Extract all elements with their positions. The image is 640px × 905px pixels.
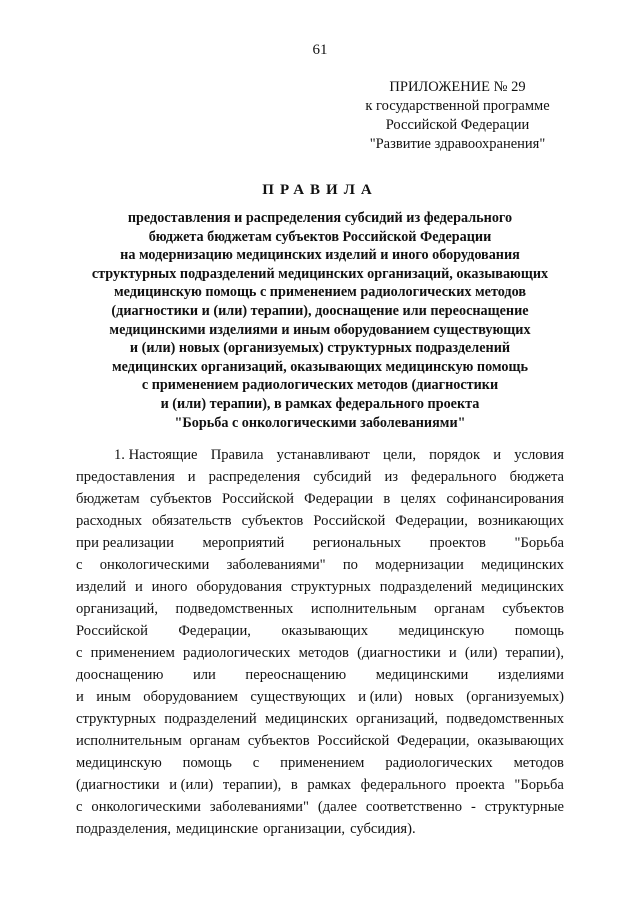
paragraph-word: методов	[513, 755, 564, 771]
paragraph-word: и	[134, 579, 143, 595]
paragraph-line	[76, 642, 564, 664]
paragraph-word: структурных	[76, 711, 157, 727]
paragraph-word: методов	[298, 645, 349, 661]
paragraph-word: оказывающих	[477, 733, 564, 749]
paragraph-word: организации,	[263, 821, 346, 837]
paragraph-word: дооснащению	[76, 667, 164, 683]
paragraph-word: медицинскую	[398, 623, 485, 639]
paragraph-word: "Борьба	[514, 777, 564, 793]
paragraph-word: субсидий	[313, 469, 372, 485]
subtitle-line: медицинскими изделиями и иным оборудованием существующих	[109, 321, 531, 338]
paragraph-word: субсидия).	[350, 821, 416, 837]
paragraph-line	[76, 554, 564, 576]
paragraph-word: (диагностики	[357, 645, 441, 661]
paragraph-word: подведомственных	[446, 711, 564, 727]
paragraph-word: субъектов	[247, 733, 310, 749]
document-subtitle	[60, 209, 580, 432]
paragraph-word: изделий	[76, 579, 127, 595]
paragraph-line	[76, 796, 564, 818]
paragraph-word: изделиями	[497, 667, 564, 683]
paragraph-word: онкологическими	[91, 799, 201, 815]
paragraph-word: распределения	[208, 469, 301, 485]
paragraph-word: Российской	[317, 733, 390, 749]
paragraph-word: проектов	[429, 535, 486, 551]
paragraph-line	[76, 532, 564, 554]
paragraph-word: медицинскими	[375, 667, 469, 683]
paragraph-word: терапии),	[222, 777, 282, 793]
paragraph-line	[76, 510, 564, 532]
appendix-line: "Развитие здравоохранения"	[369, 136, 546, 152]
subtitle-line: структурных подразделений медицинских организаций, оказывающих	[91, 265, 549, 282]
paragraph-word: и	[187, 469, 196, 485]
paragraph-line	[76, 444, 564, 466]
paragraph-word: модернизации	[375, 557, 464, 573]
paragraph-word: с	[76, 799, 83, 815]
paragraph-word: терапии),	[505, 645, 564, 661]
subtitle-line: медицинскую помощь с применением радиологических методов	[113, 284, 527, 301]
paragraph-word: иного	[151, 579, 188, 595]
paragraph-word: (или)	[464, 645, 498, 661]
appendix-line: Российской Федерации	[385, 117, 530, 133]
paragraph-word: медицинскую	[76, 755, 162, 771]
paragraph-word: соответственно	[365, 799, 463, 815]
paragraph-1	[76, 444, 564, 840]
paragraph-line	[76, 488, 564, 510]
paragraph-word: заболеваниями"	[209, 799, 309, 815]
subtitle-line: и (или) новых (организуемых) структурных подразделений	[129, 340, 511, 357]
paragraph-word: радиологических	[183, 645, 291, 661]
paragraph-word: Федерации	[304, 491, 374, 507]
paragraph-word: из	[384, 469, 399, 485]
paragraph-line	[76, 686, 564, 708]
subtitle-line: на модернизацию медицинских изделий и иного оборудования	[120, 247, 520, 264]
paragraph-word: онкологическими	[99, 557, 210, 573]
paragraph-word: медицинских	[481, 579, 564, 595]
paragraph-word: заболеваниями"	[226, 557, 326, 573]
subtitle-line: "Борьба с онкологическими заболеваниями"	[174, 414, 466, 431]
paragraph-word: (диагностики	[76, 777, 160, 793]
paragraph-word: подведомственных	[175, 601, 294, 617]
paragraph-word: иным	[96, 689, 131, 705]
paragraph-word: федерального	[360, 777, 447, 793]
paragraph-word: с	[76, 557, 83, 573]
paragraph-word: проекта	[455, 777, 505, 793]
paragraph-word: и (или)	[169, 777, 214, 793]
paragraph-word: субъектов	[149, 491, 212, 507]
paragraph-word: Федерации,	[395, 513, 468, 529]
paragraph-word: субъектов	[241, 513, 304, 529]
paragraph-word: оказывающих	[281, 623, 369, 639]
paragraph-line	[76, 664, 564, 686]
paragraph-word: структурных	[290, 579, 371, 595]
paragraph-word: оборудования	[196, 579, 283, 595]
paragraph-word: и	[448, 645, 457, 661]
paragraph-word: Правила	[210, 447, 264, 463]
paragraph-word: Федерации,	[397, 733, 470, 749]
paragraph-word: обязательств	[152, 513, 232, 529]
appendix-header	[350, 78, 565, 154]
paragraph-word: субъектов	[502, 601, 564, 617]
paragraph-word: организаций,	[76, 601, 158, 617]
paragraph-line	[76, 598, 564, 620]
paragraph-word: в	[290, 777, 298, 793]
subtitle-line: медицинских организаций, оказывающих медицинскую помощь	[112, 358, 528, 375]
subtitle-line: и (или) терапии), в рамках федерального проекта	[160, 395, 480, 412]
paragraph-word: бюджетам	[76, 491, 140, 507]
paragraph-word: исполнительным	[76, 733, 182, 749]
paragraph-word: помощь	[182, 755, 232, 771]
appendix-line: ПРИЛОЖЕНИЕ № 29	[389, 79, 526, 95]
paragraph-word: применением	[280, 755, 365, 771]
paragraph-word: помощь	[514, 623, 564, 639]
paragraph-line	[76, 818, 564, 840]
paragraph-word: или	[192, 667, 216, 683]
paragraph-word: "Борьба	[514, 535, 564, 551]
paragraph-word: с	[252, 755, 260, 771]
paragraph-word: (организуемых)	[466, 689, 564, 705]
paragraph-word: структурные	[484, 799, 564, 815]
paragraph-line	[76, 466, 564, 488]
paragraph-word: 1. Настоящие	[114, 447, 198, 463]
paragraph-word: при реализации	[76, 535, 174, 551]
paragraph-word: применением	[90, 645, 175, 661]
paragraph-word: -	[470, 799, 476, 815]
paragraph-word: радиологических	[385, 755, 493, 771]
paragraph-word: Российской	[76, 623, 148, 639]
paragraph-word: предоставления	[76, 469, 175, 485]
document-title: ПРАВИЛА	[262, 182, 378, 198]
paragraph-word: возникающих	[477, 513, 564, 529]
paragraph-word: расходных	[76, 513, 143, 529]
paragraph-line	[76, 708, 564, 730]
subtitle-line: (диагностики и (или) терапии), дооснащение или переоснащение	[111, 302, 529, 319]
paragraph-word: устанавливают	[276, 447, 370, 463]
paragraph-line	[76, 730, 564, 752]
paragraph-word: (далее	[317, 799, 357, 815]
paragraph-word: исполнительным	[310, 601, 417, 617]
paragraph-word: подразделения,	[76, 821, 172, 837]
paragraph-line	[76, 774, 564, 796]
paragraph-word: федерального	[411, 469, 497, 485]
paragraph-word: по	[342, 557, 358, 573]
paragraph-word: с	[76, 645, 83, 661]
subtitle-line: предоставления и распределения субсидий из федерального	[127, 210, 513, 226]
subtitle-line: с применением радиологических методов (диагностики	[141, 377, 499, 394]
paragraph-word: и	[493, 447, 502, 463]
paragraph-word: медицинских	[264, 711, 348, 727]
paragraph-word: оборудованием	[143, 689, 238, 705]
paragraph-word: условия	[514, 447, 564, 463]
paragraph-word: медицинские	[176, 821, 259, 837]
paragraph-line	[76, 576, 564, 598]
paragraph-word: мероприятий	[202, 535, 285, 551]
paragraph-word: цели,	[382, 447, 416, 463]
paragraph-word: подразделений	[164, 711, 257, 727]
paragraph-word: в	[383, 491, 391, 507]
paragraph-word: существующих	[250, 689, 346, 705]
paragraph-word: новых	[414, 689, 454, 705]
page-number: 61	[312, 42, 328, 58]
paragraph-word: региональных	[312, 535, 402, 551]
paragraph-word: Российской	[313, 513, 386, 529]
paragraph-word: софинансирования	[446, 491, 564, 507]
paragraph-word: организаций,	[356, 711, 439, 727]
paragraph-word: органам	[189, 733, 241, 749]
paragraph-word: подразделений	[379, 579, 473, 595]
paragraph-word: Российской	[221, 491, 294, 507]
paragraph-word: целях	[400, 491, 437, 507]
paragraph-word: порядок	[429, 447, 481, 463]
paragraph-word: органам	[434, 601, 485, 617]
paragraph-word: и (или)	[358, 689, 403, 705]
paragraph-line	[76, 620, 564, 642]
paragraph-word: переоснащению	[245, 667, 347, 683]
paragraph-word: медицинских	[481, 557, 564, 573]
paragraph-line	[76, 752, 564, 774]
paragraph-word: и	[76, 689, 84, 705]
paragraph-word: Федерации,	[178, 623, 251, 639]
subtitle-line: бюджета бюджетам субъектов Российской Федерации	[148, 228, 492, 245]
paragraph-word: рамках	[307, 777, 352, 793]
appendix-line: к государственной программе	[365, 98, 550, 114]
paragraph-word: бюджета	[509, 469, 564, 485]
